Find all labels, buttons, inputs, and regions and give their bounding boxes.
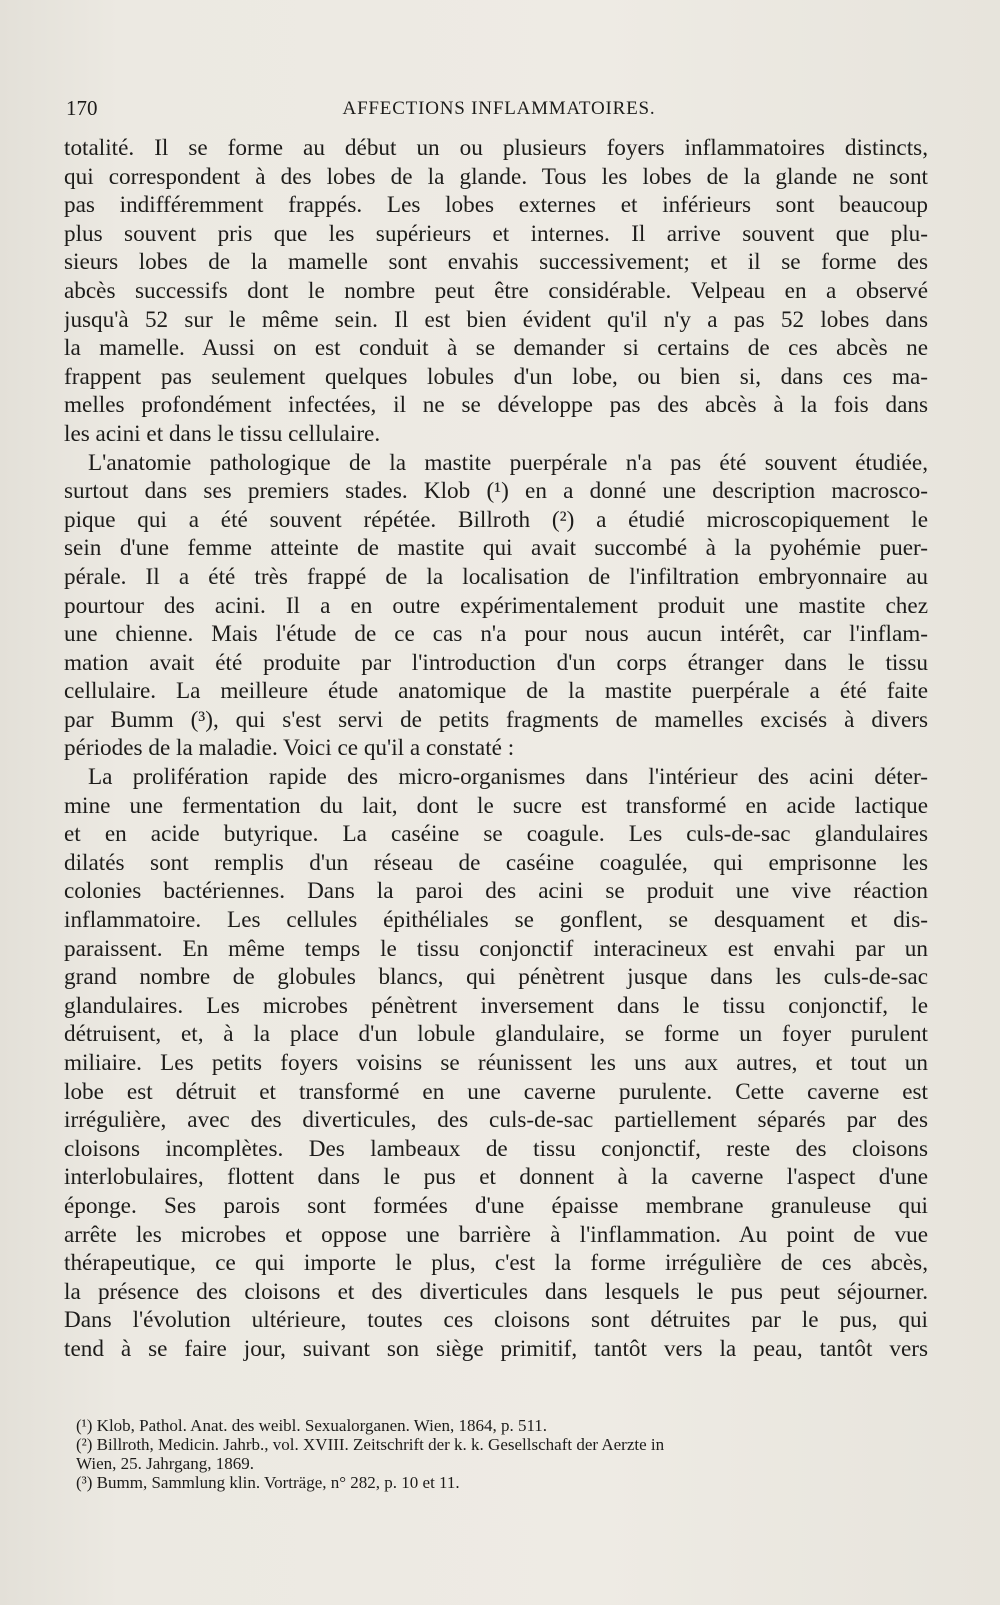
body-text <box>64 134 928 1364</box>
text-line: interlobulaires, flottent dans le pus et donnent à la caverne l'aspect d'une <box>64 1164 928 1191</box>
running-head: AFFECTIONS INFLAMMATOIRES. <box>342 98 656 119</box>
text-line: miliaire. Les petits foyers voisins se réunissent les uns aux autres, et tout un <box>64 1050 928 1076</box>
footnote-1: (¹) Klob, Pathol. Anat. des weibl. Sexualorganen. Wien, 1864, p. 511. <box>76 1416 548 1435</box>
page-number: 170 <box>66 96 98 120</box>
text-line: par Bumm (³), qui s'est servi de petits fragments de mamelles excisés à divers <box>64 706 928 733</box>
text-line: une chienne. Mais l'étude de ce cas n'a pour nous aucun intérêt, car l'inflam- <box>64 621 928 648</box>
text-line: arrête les microbes et oppose une barrière à l'inflammation. Au point de vue <box>64 1221 928 1248</box>
text-line: glandulaires. Les microbes pénètrent inversement dans le tissu conjonctif, le <box>64 992 928 1019</box>
page-header <box>66 96 932 126</box>
text-line: plus souvent pris que les supérieurs et internes. Il arrive souvent que plu- <box>64 220 928 247</box>
text-line: dilatés sont remplis d'un réseau de caséine coagulée, qui emprisonne les <box>64 849 928 876</box>
footnote-2-continued: Wien, 25. Jahrgang, 1869. <box>76 1454 254 1473</box>
text-line: pourtour des acini. Il a en outre expérimentalement produit une mastite chez <box>64 592 928 619</box>
text-line: éponge. Ses parois sont formées d'une épaisse membrane granuleuse qui <box>64 1192 928 1219</box>
text-line: sieurs lobes de la mamelle sont envahis successivement; et il se forme des <box>64 249 928 276</box>
text-line: pérale. Il a été très frappé de la localisation de l'infiltration embryonnaire au <box>64 563 928 590</box>
text-line: pique qui a été souvent répétée. Billroth (²) a étudié microscopiquement le <box>64 506 928 533</box>
text-line: mine une fermentation du lait, dont le sucre est transformé en acide lactique <box>64 792 928 819</box>
text-line: les acini et dans le tissu cellulaire. <box>64 420 381 447</box>
text-line: périodes de la maladie. Voici ce qu'il a constaté : <box>64 735 515 762</box>
text-line: cellulaire. La meilleure étude anatomique de la mastite puerpérale a été faite <box>64 678 928 705</box>
text-line: surtout dans ses premiers stades. Klob (¹) en a donné une description macrosco- <box>64 478 928 505</box>
footnote-3: (³) Bumm, Sammlung klin. Vorträge, n° 282, p. 10 et 11. <box>76 1473 460 1492</box>
text-line: Dans l'évolution ultérieure, toutes ces cloisons sont détruites par le pus, qui <box>64 1307 928 1334</box>
text-line: colonies bactériennes. Dans la paroi des acini se produit une vive réaction <box>64 878 928 905</box>
text-line: cloisons incomplètes. Des lambeaux de tissu conjonctif, reste des cloisons <box>64 1135 928 1162</box>
text-line: totalité. Il se forme au début un ou plusieurs foyers inflammatoires distincts, <box>64 135 928 161</box>
text-line: abcès successifs dont le nombre peut être considérable. Velpeau en a observé <box>64 277 928 304</box>
text-line: et en acide butyrique. La caséine se coagule. Les culs-de-sac glandulaires <box>64 821 928 848</box>
text-line: pas indifféremment frappés. Les lobes externes et inférieurs sont beaucoup <box>64 192 928 219</box>
footnotes <box>76 1416 928 1492</box>
text-line: L'anatomie pathologique de la mastite puerpérale n'a pas été souvent étudiée, <box>88 449 928 476</box>
text-line: la présence des cloisons et des diverticules dans lesquels le pus peut séjourner. <box>64 1278 928 1305</box>
text-line: mation avait été produite par l'introduction d'un corps étranger dans le tissu <box>64 649 928 676</box>
text-line: inflammatoire. Les cellules épithéliales se gonflent, se desquament et dis- <box>64 907 928 934</box>
text-line: frappent pas seulement quelques lobules d'un lobe, ou bien si, dans ces ma- <box>64 363 928 390</box>
text-line: irrégulière, avec des diverticules, des culs-de-sac partiellement séparés par des <box>64 1107 928 1134</box>
text-line: lobe est détruit et transformé en une caverne purulente. Cette caverne est <box>64 1078 928 1105</box>
text-line: qui correspondent à des lobes de la glande. Tous les lobes de la glande ne sont <box>64 163 928 190</box>
text-line: la mamelle. Aussi on est conduit à se demander si certains de ces abcès ne <box>64 335 928 362</box>
text-line: jusqu'à 52 sur le même sein. Il est bien évident qu'il n'y a pas 52 lobes dans <box>64 306 928 333</box>
text-line: melles profondément infectées, il ne se développe pas des abcès à la fois dans <box>64 392 928 419</box>
text-line: paraissent. En même temps le tissu conjonctif interacineux est envahi par un <box>64 935 928 962</box>
text-line: détruisent, et, à la place d'un lobule glandulaire, se forme un foyer purulent <box>64 1021 928 1048</box>
text-line: grand nombre de globules blancs, qui pénètrent jusque dans les culs-de-sac <box>64 964 928 991</box>
text-line: thérapeutique, ce qui importe le plus, c'est la forme irrégulière de ces abcès, <box>64 1250 928 1277</box>
text-line: tend à se faire jour, suivant son siège primitif, tantôt vers la peau, tantôt vers <box>64 1335 928 1362</box>
footnote-2: (²) Billroth, Medicin. Jahrb., vol. XVIII. Zeitschrift der k. k. Gesellschaft der Aerzte in <box>76 1435 665 1454</box>
text-line: sein d'une femme atteinte de mastite qui avait succombé à la pyohémie puer- <box>64 535 928 562</box>
text-line: La prolifération rapide des micro-organismes dans l'intérieur des acini déter- <box>88 764 928 791</box>
